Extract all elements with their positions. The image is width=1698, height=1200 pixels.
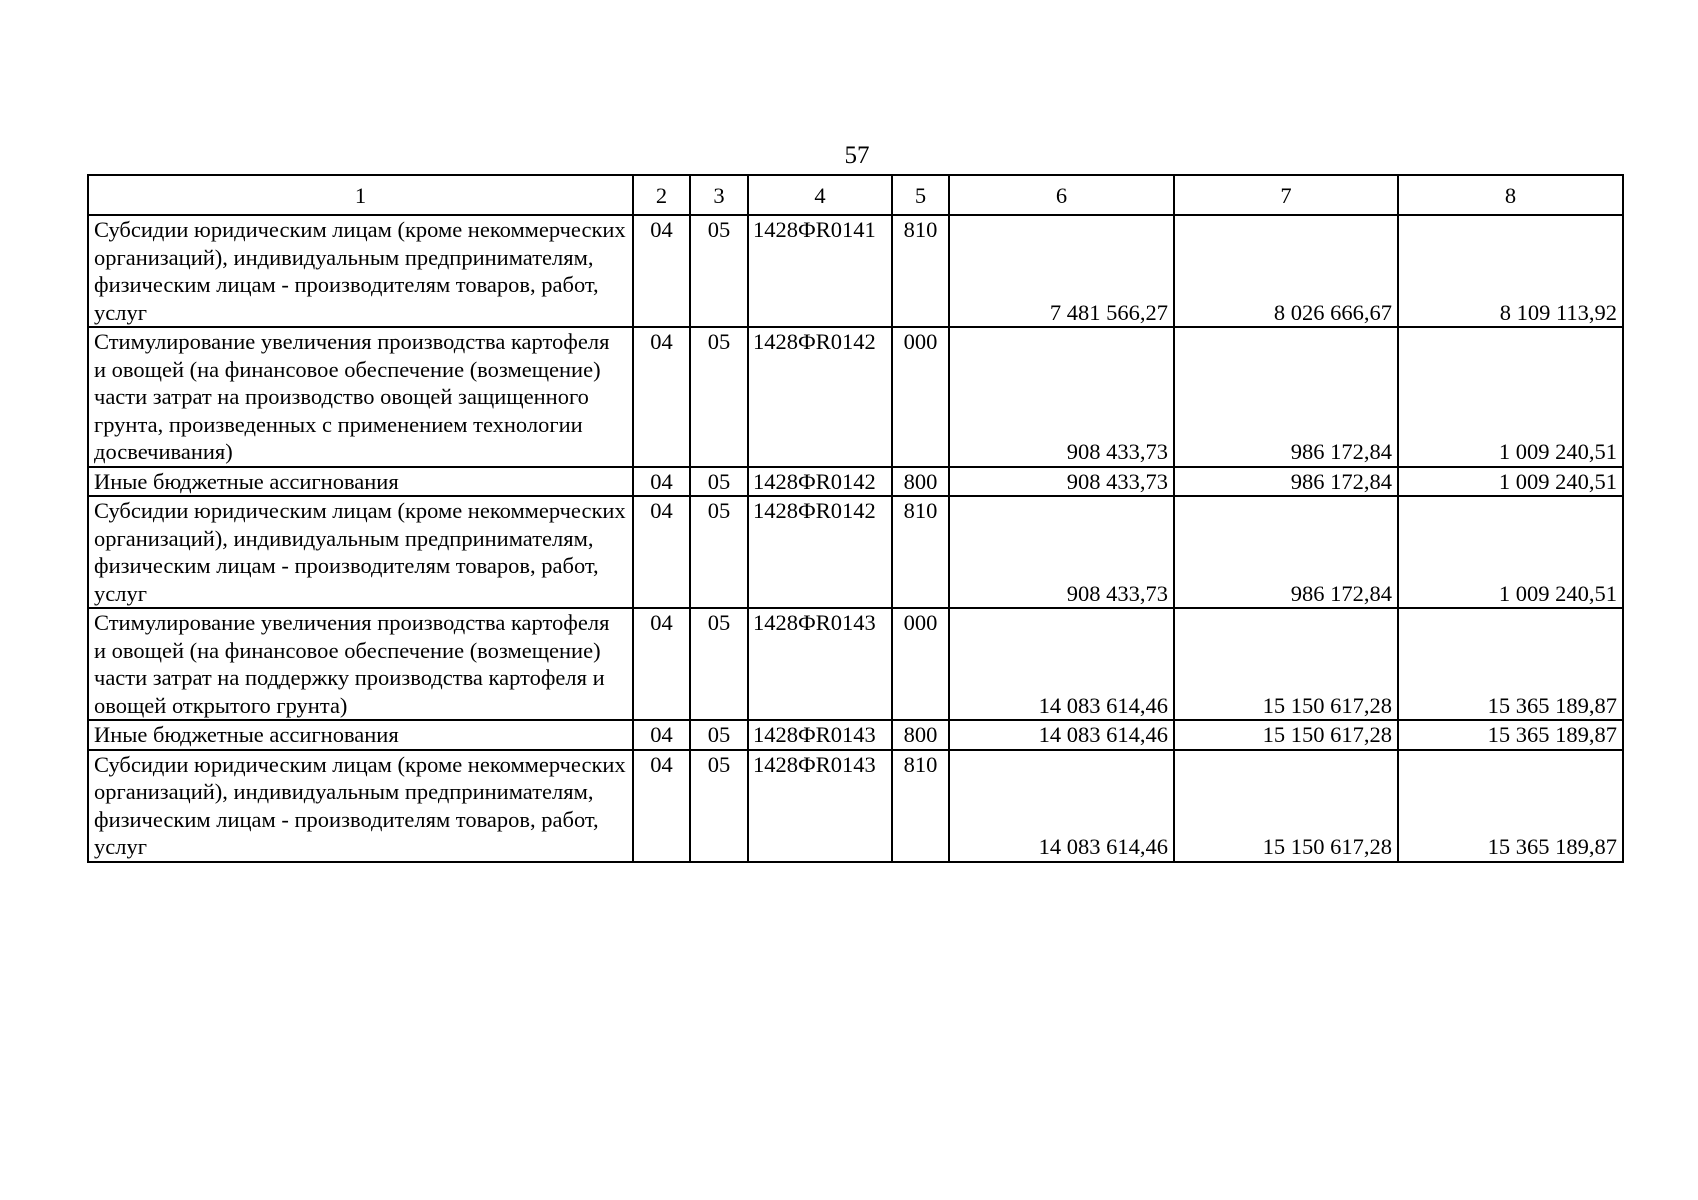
amount-col-6: 14 083 614,46 bbox=[949, 608, 1174, 720]
subsection-code: 05 bbox=[690, 496, 748, 608]
amount-col-7: 986 172,84 bbox=[1174, 327, 1398, 467]
column-header: 3 bbox=[690, 175, 748, 215]
expense-type-code: 800 bbox=[892, 720, 949, 750]
expense-type-code: 000 bbox=[892, 608, 949, 720]
section-code: 04 bbox=[633, 750, 690, 862]
subsection-code: 05 bbox=[690, 215, 748, 327]
section-code: 04 bbox=[633, 496, 690, 608]
column-number-row bbox=[88, 175, 1623, 215]
amount-col-7: 986 172,84 bbox=[1174, 496, 1398, 608]
subsection-code: 05 bbox=[690, 327, 748, 467]
section-code: 04 bbox=[633, 608, 690, 720]
budget-table bbox=[87, 174, 1624, 863]
table-row bbox=[88, 327, 1623, 467]
column-header: 8 bbox=[1398, 175, 1623, 215]
table-row bbox=[88, 496, 1623, 608]
target-article-code: 1428ФR0143 bbox=[748, 750, 892, 862]
amount-col-7: 15 150 617,28 bbox=[1174, 750, 1398, 862]
amount-col-6: 908 433,73 bbox=[949, 467, 1174, 497]
subsection-code: 05 bbox=[690, 720, 748, 750]
column-header: 1 bbox=[88, 175, 633, 215]
amount-col-8: 1 009 240,51 bbox=[1398, 327, 1623, 467]
target-article-code: 1428ФR0142 bbox=[748, 496, 892, 608]
target-article-code: 1428ФR0142 bbox=[748, 327, 892, 467]
subsection-code: 05 bbox=[690, 750, 748, 862]
column-header: 4 bbox=[748, 175, 892, 215]
amount-col-6: 908 433,73 bbox=[949, 496, 1174, 608]
amount-col-8: 15 365 189,87 bbox=[1398, 750, 1623, 862]
item-name: Субсидии юридическим лицам (кроме некоммерческих организаций), индивидуальным предпринимателям, физическим лицам - производителям товаров, работ, услуг bbox=[88, 215, 633, 327]
table-row bbox=[88, 720, 1623, 750]
subsection-code: 05 bbox=[690, 608, 748, 720]
item-name: Иные бюджетные ассигнования bbox=[88, 467, 633, 497]
section-code: 04 bbox=[633, 215, 690, 327]
amount-col-8: 1 009 240,51 bbox=[1398, 467, 1623, 497]
table-row bbox=[88, 608, 1623, 720]
amount-col-6: 14 083 614,46 bbox=[949, 750, 1174, 862]
amount-col-6: 908 433,73 bbox=[949, 327, 1174, 467]
target-article-code: 1428ФR0143 bbox=[748, 608, 892, 720]
expense-type-code: 800 bbox=[892, 467, 949, 497]
expense-type-code: 810 bbox=[892, 215, 949, 327]
amount-col-7: 15 150 617,28 bbox=[1174, 608, 1398, 720]
item-name: Субсидии юридическим лицам (кроме некоммерческих организаций), индивидуальным предпринимателям, физическим лицам - производителям товаров, работ, услуг bbox=[88, 750, 633, 862]
amount-col-8: 8 109 113,92 bbox=[1398, 215, 1623, 327]
section-code: 04 bbox=[633, 720, 690, 750]
column-header: 7 bbox=[1174, 175, 1398, 215]
table-row bbox=[88, 750, 1623, 862]
target-article-code: 1428ФR0143 bbox=[748, 720, 892, 750]
expense-type-code: 810 bbox=[892, 496, 949, 608]
table-row bbox=[88, 467, 1623, 497]
column-header: 6 bbox=[949, 175, 1174, 215]
section-code: 04 bbox=[633, 467, 690, 497]
amount-col-7: 15 150 617,28 bbox=[1174, 720, 1398, 750]
amount-col-8: 15 365 189,87 bbox=[1398, 608, 1623, 720]
expense-type-code: 000 bbox=[892, 327, 949, 467]
section-code: 04 bbox=[633, 327, 690, 467]
amount-col-7: 8 026 666,67 bbox=[1174, 215, 1398, 327]
item-name: Субсидии юридическим лицам (кроме некоммерческих организаций), индивидуальным предпринимателям, физическим лицам - производителям товаров, работ, услуг bbox=[88, 496, 633, 608]
target-article-code: 1428ФR0142 bbox=[748, 467, 892, 497]
amount-col-6: 14 083 614,46 bbox=[949, 720, 1174, 750]
amount-col-6: 7 481 566,27 bbox=[949, 215, 1174, 327]
amount-col-8: 1 009 240,51 bbox=[1398, 496, 1623, 608]
item-name: Стимулирование увеличения производства картофеля и овощей (на финансовое обеспечение (возмещение) части затрат на поддержку производства картофеля и овощей открытого грунта) bbox=[88, 608, 633, 720]
amount-col-7: 986 172,84 bbox=[1174, 467, 1398, 497]
column-header: 2 bbox=[633, 175, 690, 215]
item-name: Стимулирование увеличения производства картофеля и овощей (на финансовое обеспечение (возмещение) части затрат на производство овощей защищенного грунта, произведенных с применением технологии досвечивания) bbox=[88, 327, 633, 467]
item-name: Иные бюджетные ассигнования bbox=[88, 720, 633, 750]
subsection-code: 05 bbox=[690, 467, 748, 497]
amount-col-8: 15 365 189,87 bbox=[1398, 720, 1623, 750]
expense-type-code: 810 bbox=[892, 750, 949, 862]
page-number: 57 bbox=[844, 142, 870, 169]
target-article-code: 1428ФR0141 bbox=[748, 215, 892, 327]
column-header: 5 bbox=[892, 175, 949, 215]
table-row bbox=[88, 215, 1623, 327]
